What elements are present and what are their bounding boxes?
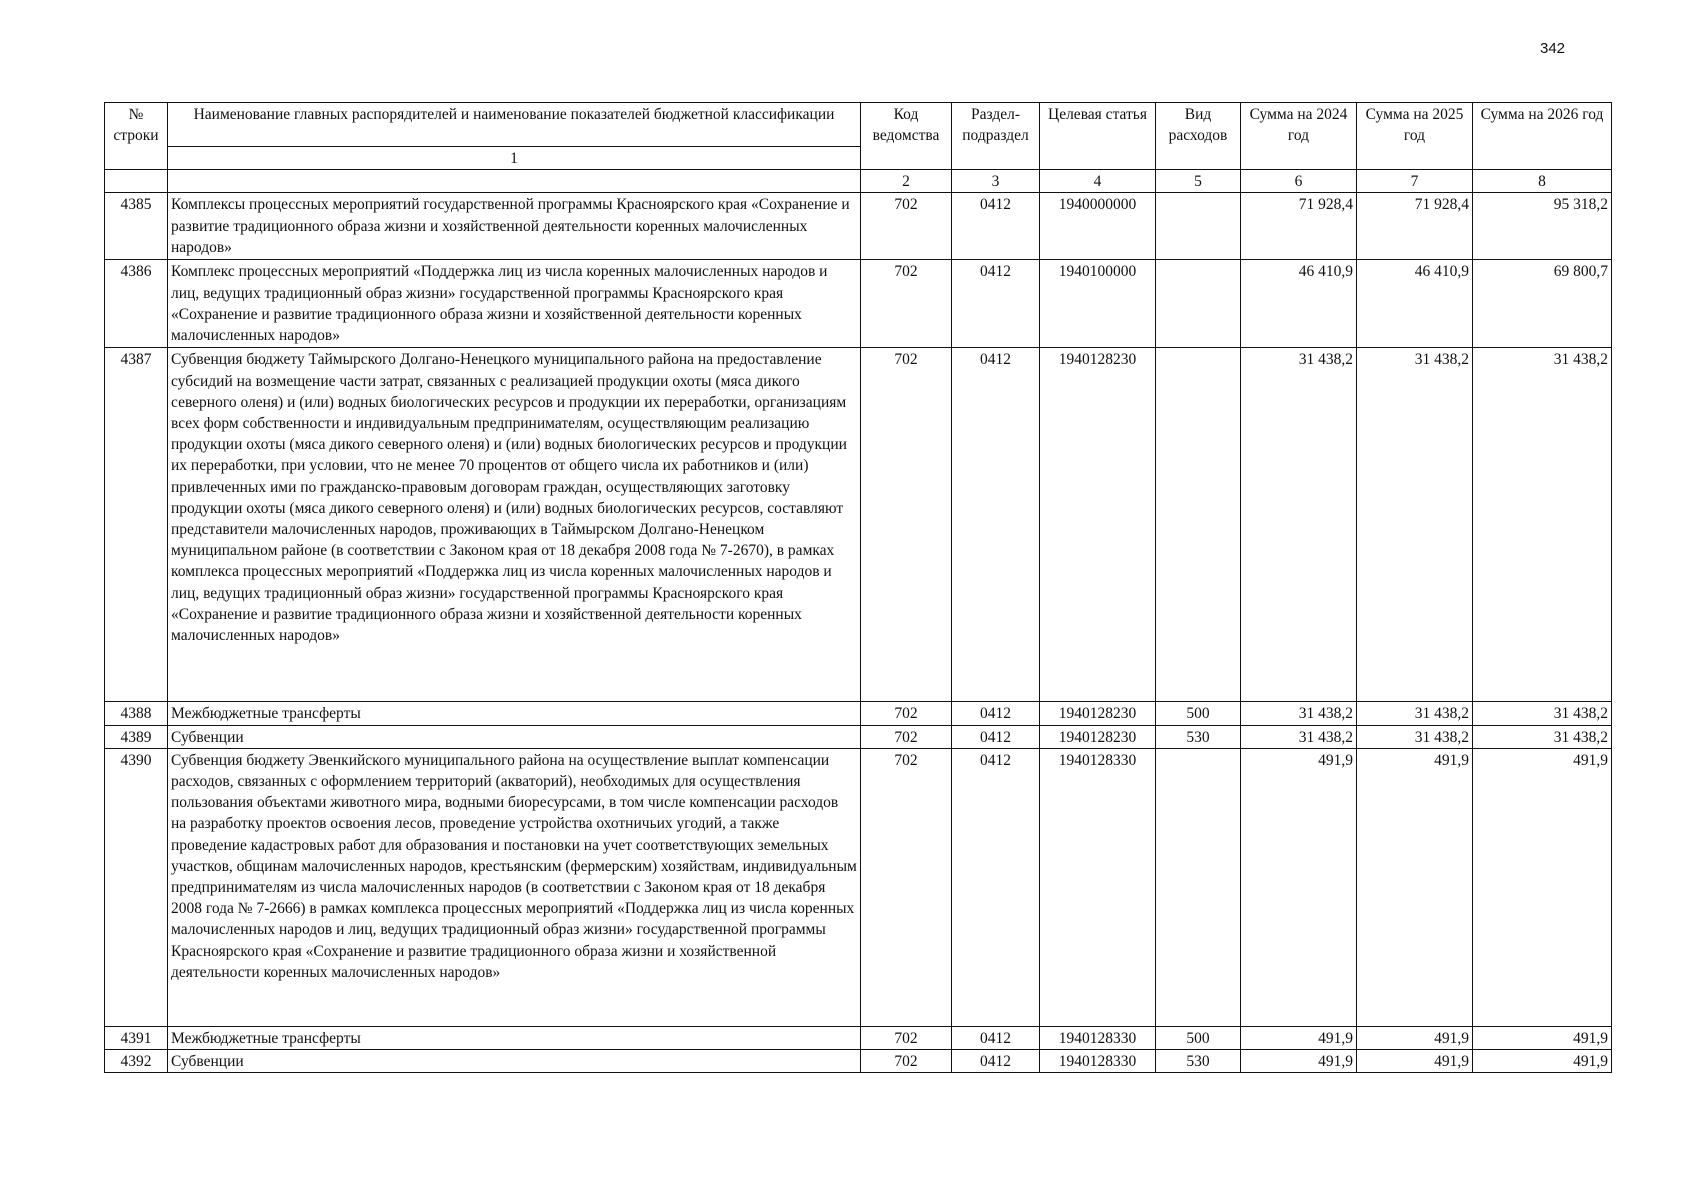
header-name: Наименование главных распорядителей и наименование показателей бюджетной классификации [168, 103, 861, 147]
header-exp-type: Вид расходов [1156, 103, 1241, 170]
row-target: 1940128330 [1040, 1050, 1156, 1073]
row-exp-type: 500 [1156, 1026, 1241, 1049]
table-row [105, 260, 1612, 348]
row-sum-2025: 491,9 [1357, 1026, 1473, 1049]
table-row [105, 348, 1612, 702]
row-sum-2025: 31 438,2 [1357, 725, 1473, 748]
row-number: 4391 [105, 1026, 168, 1049]
row-exp-type [1156, 348, 1241, 702]
row-exp-type [1156, 193, 1241, 260]
column-number: 6 [1241, 170, 1357, 193]
row-sum-2024: 71 928,4 [1241, 193, 1357, 260]
row-sum-2025: 491,9 [1357, 748, 1473, 1026]
column-number: 8 [1473, 170, 1612, 193]
row-sum-2026: 491,9 [1473, 1026, 1612, 1049]
row-sum-2024: 491,9 [1241, 748, 1357, 1026]
table-row [105, 702, 1612, 725]
row-sum-2025: 46 410,9 [1357, 260, 1473, 348]
row-number: 4389 [105, 725, 168, 748]
table-row [105, 193, 1612, 260]
row-sum-2026: 31 438,2 [1473, 702, 1612, 725]
row-name: Субвенции [168, 725, 861, 748]
row-exp-type [1156, 260, 1241, 348]
row-section: 0412 [952, 1050, 1040, 1073]
row-number: 4386 [105, 260, 168, 348]
row-section: 0412 [952, 702, 1040, 725]
row-dept-code: 702 [861, 1026, 952, 1049]
row-target: 1940128230 [1040, 348, 1156, 702]
column-number: 4 [1040, 170, 1156, 193]
column-number: 3 [952, 170, 1040, 193]
row-name: Межбюджетные трансферты [168, 702, 861, 725]
row-sum-2025: 31 438,2 [1357, 702, 1473, 725]
row-target: 1940128230 [1040, 702, 1156, 725]
column-number-row [105, 170, 1612, 193]
row-sum-2025: 31 438,2 [1357, 348, 1473, 702]
row-dept-code: 702 [861, 725, 952, 748]
table-row [105, 1050, 1612, 1073]
row-sum-2024: 491,9 [1241, 1050, 1357, 1073]
column-number: 7 [1357, 170, 1473, 193]
row-sum-2026: 95 318,2 [1473, 193, 1612, 260]
row-sum-2026: 491,9 [1473, 1050, 1612, 1073]
row-dept-code: 702 [861, 748, 952, 1026]
header-sum-2024: Сумма на 2024 год [1241, 103, 1357, 170]
row-exp-type: 530 [1156, 725, 1241, 748]
row-name: Субвенция бюджету Эвенкийского муниципального района на осуществление выплат компенсации расходов, связанных с оформлением территорий (акваторий), необходимых для осуществления пользования объектами животного мира, водными биоресурсами, в том числе компенсации расходов на разработку проектов освоения лесов, проведение устройства охотничьих угодий, а также проведение кадастровых работ для образования и постановки на учет соответствующих земельных участков, общинам малочисленных народов, крестьянским (фермерским) хозяйствам, индивидуальным предпринимателям из числа малочисленных народов (в соответствии с Законом края от 18 декабря 2008 года № 7-2666) в рамках комплекса процессных мероприятий «Поддержка лиц из числа коренных малочисленных народов и лиц, ведущих традиционный образ жизни» государственной программы Красноярского края «Сохранение и развитие традиционного образа жизни и хозяйственной деятельности коренных малочисленных народов» [168, 748, 861, 1026]
row-dept-code: 702 [861, 702, 952, 725]
row-sum-2026: 31 438,2 [1473, 348, 1612, 702]
column-number: 1 [168, 147, 861, 170]
header-section: Раздел-подраздел [952, 103, 1040, 170]
row-sum-2026: 69 800,7 [1473, 260, 1612, 348]
row-section: 0412 [952, 748, 1040, 1026]
header-dept-code: Код ведомства [861, 103, 952, 170]
row-number: 4388 [105, 702, 168, 725]
budget-table [104, 102, 1612, 1073]
row-target: 1940100000 [1040, 260, 1156, 348]
column-number: 5 [1156, 170, 1241, 193]
row-sum-2026: 491,9 [1473, 748, 1612, 1026]
row-number: 4387 [105, 348, 168, 702]
row-number: 4390 [105, 748, 168, 1026]
table-row [105, 1026, 1612, 1049]
row-sum-2024: 31 438,2 [1241, 725, 1357, 748]
row-sum-2026: 31 438,2 [1473, 725, 1612, 748]
row-number: 4385 [105, 193, 168, 260]
table-row [105, 725, 1612, 748]
column-number: 2 [861, 170, 952, 193]
row-sum-2024: 46 410,9 [1241, 260, 1357, 348]
row-target: 1940128330 [1040, 748, 1156, 1026]
row-sum-2024: 491,9 [1241, 1026, 1357, 1049]
row-target: 1940128230 [1040, 725, 1156, 748]
row-name: Субвенция бюджету Таймырского Долгано-Ненецкого муниципального района на предоставление субсидий на возмещение части затрат, связанных с реализацией продукции охоты (мяса дикого северного оленя) и (или) водных биологических ресурсов и продукции их переработки, организациям всех форм собственности и индивидуальным предпринимателям, осуществляющим реализацию продукции охоты (мяса дикого северного оленя) и (или) водных биологических ресурсов и продукции их переработки, при условии, что не менее 70 процентов от общего числа их работников и (или) привлеченных ими по гражданско-правовым договорам граждан, осуществляющих заготовку продукции охоты (мяса дикого северного оленя) и (или) водных биологических ресурсов, составляют представители малочисленных народов, проживающих в Таймырском Долгано-Ненецком муниципальном районе (в соответствии с Законом края от 18 декабря 2008 года № 7-2670), в рамках комплекса процессных мероприятий «Поддержка лиц из числа коренных малочисленных народов и лиц, ведущих традиционный образ жизни» государственной программы Красноярского края «Сохранение и развитие традиционного образа жизни и хозяйственной деятельности коренных малочисленных народов» [168, 348, 861, 702]
row-section: 0412 [952, 260, 1040, 348]
row-section: 0412 [952, 193, 1040, 260]
row-name: Комплексы процессных мероприятий государственной программы Красноярского края «Сохранение и развитие традиционного образа жизни и хозяйственной деятельности коренных малочисленных народов» [168, 193, 861, 260]
row-exp-type: 530 [1156, 1050, 1241, 1073]
row-sum-2024: 31 438,2 [1241, 348, 1357, 702]
header-sum-2026: Сумма на 2026 год [1473, 103, 1612, 170]
header-row-no: № строки [105, 103, 168, 170]
header-target: Целевая статья [1040, 103, 1156, 170]
row-sum-2025: 71 928,4 [1357, 193, 1473, 260]
row-section: 0412 [952, 1026, 1040, 1049]
row-dept-code: 702 [861, 193, 952, 260]
row-name: Комплекс процессных мероприятий «Поддержка лиц из числа коренных малочисленных народов и лиц, ведущих традиционный образ жизни» государственной программы Красноярского края «Сохранение и развитие традиционного образа жизни и хозяйственной деятельности коренных малочисленных народов» [168, 260, 861, 348]
row-target: 1940000000 [1040, 193, 1156, 260]
table-row [105, 748, 1612, 1026]
row-section: 0412 [952, 725, 1040, 748]
row-sum-2025: 491,9 [1357, 1050, 1473, 1073]
row-sum-2024: 31 438,2 [1241, 702, 1357, 725]
row-dept-code: 702 [861, 348, 952, 702]
row-exp-type: 500 [1156, 702, 1241, 725]
row-dept-code: 702 [861, 260, 952, 348]
header-sum-2025: Сумма на 2025 год [1357, 103, 1473, 170]
row-dept-code: 702 [861, 1050, 952, 1073]
row-name: Межбюджетные трансферты [168, 1026, 861, 1049]
header-row [105, 103, 1612, 147]
page-number: 342 [1540, 40, 1566, 57]
row-section: 0412 [952, 348, 1040, 702]
row-exp-type [1156, 748, 1241, 1026]
row-target: 1940128330 [1040, 1026, 1156, 1049]
row-number: 4392 [105, 1050, 168, 1073]
row-name: Субвенции [168, 1050, 861, 1073]
